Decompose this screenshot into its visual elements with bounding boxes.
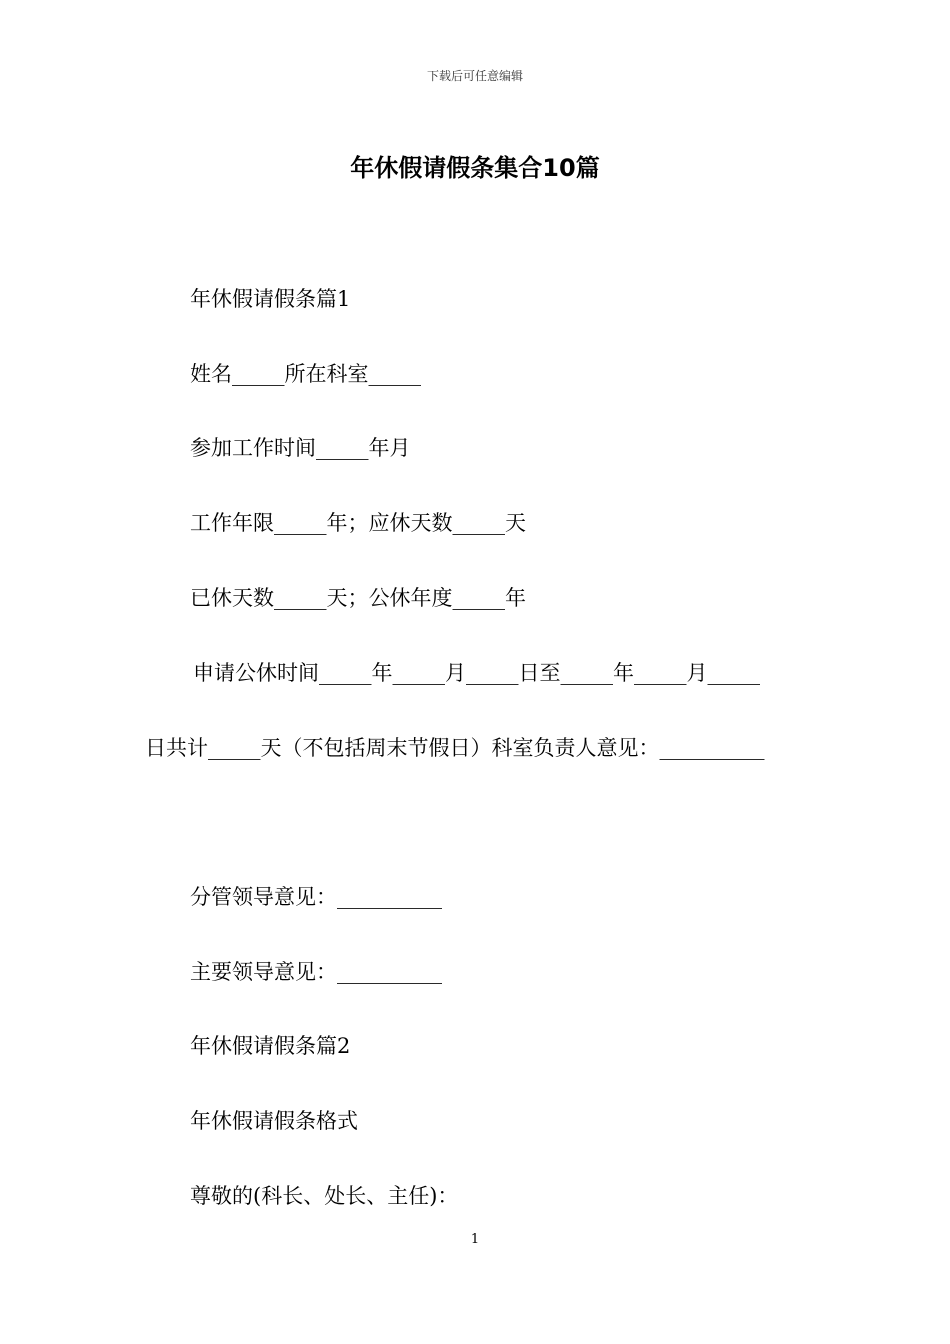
form-line-name-department: 姓名_____所在科室_____ bbox=[190, 362, 421, 386]
form-line-main-leader: 主要领导意见：__________ bbox=[190, 960, 442, 984]
section-subheading-format: 年休假请假条格式 bbox=[190, 1109, 358, 1133]
page-number: 1 bbox=[470, 1232, 480, 1247]
form-line-work-years: 工作年限_____年；应休天数_____天 bbox=[190, 511, 526, 535]
document-title: 年休假请假条集合10篇 bbox=[350, 154, 600, 182]
form-line-leave-period: 申请公休时间_____年_____月_____日至_____年_____月_____ bbox=[193, 661, 760, 685]
section-heading-1: 年休假请假条篇1 bbox=[190, 287, 351, 311]
form-line-leave-total: 日共计_____天（不包括周末节假日）科室负责人意见：__________ bbox=[145, 736, 765, 760]
letter-salutation: 尊敬的(科长、处长、主任)： bbox=[190, 1184, 459, 1208]
section-heading-2: 年休假请假条篇2 bbox=[190, 1034, 351, 1058]
form-line-days-taken: 已休天数_____天；公休年度_____年 bbox=[190, 586, 526, 610]
form-line-work-start: 参加工作时间_____年月 bbox=[190, 436, 411, 460]
header-note: 下载后可任意编辑 bbox=[426, 69, 523, 83]
form-line-division-leader: 分管领导意见：__________ bbox=[190, 885, 442, 909]
